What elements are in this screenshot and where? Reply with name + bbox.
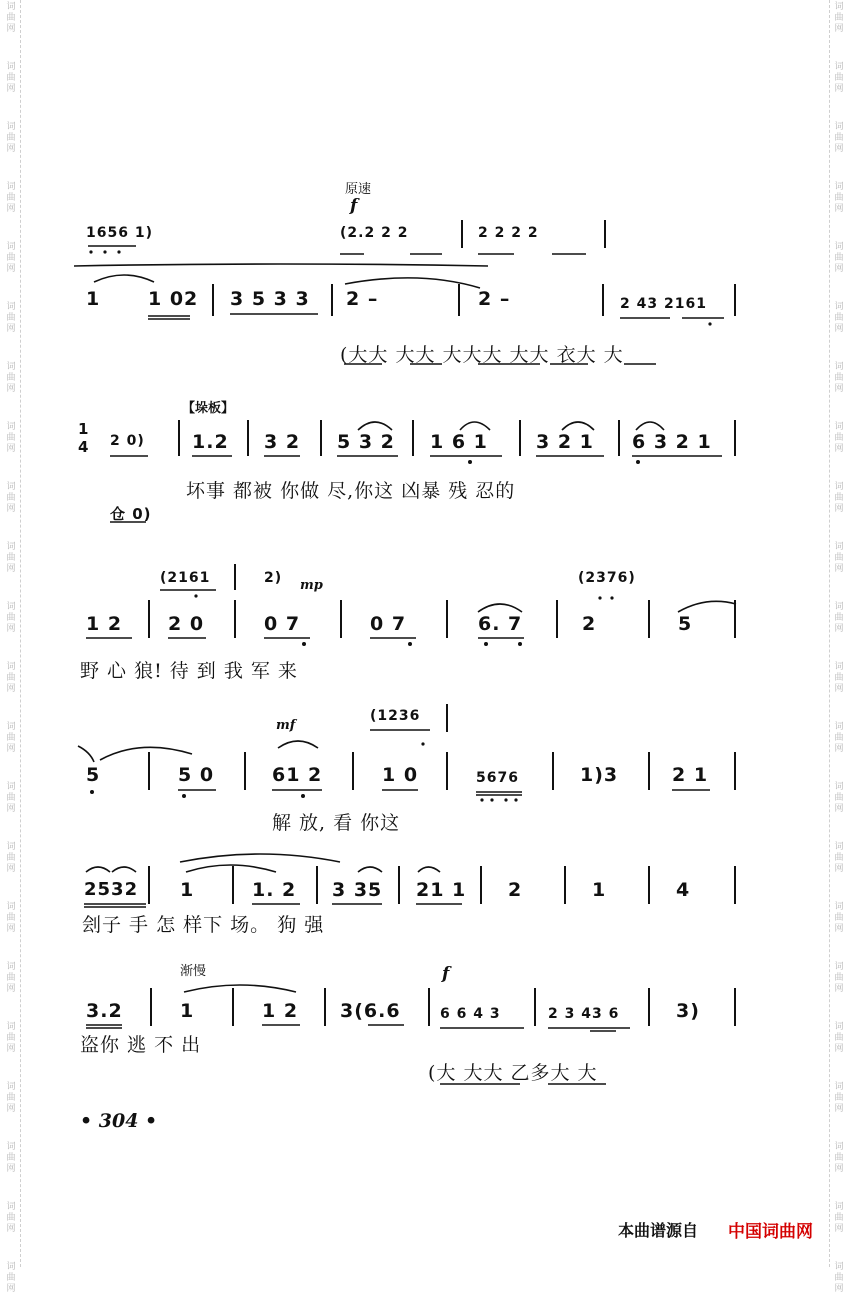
upper-notes: (2.2 2 2: [340, 225, 409, 241]
tempo-mark: 原速: [345, 182, 372, 197]
watermark-char: 网: [6, 1224, 16, 1234]
measure: 6 3 2 1: [632, 431, 712, 453]
watermark-char: 词: [834, 2, 844, 12]
barline: [648, 600, 650, 638]
watermark-char: 网: [834, 504, 844, 514]
watermark-char: 网: [6, 84, 16, 94]
watermark-char: 词: [834, 842, 844, 852]
watermark-char: 曲: [6, 193, 16, 203]
measure: 3 2 1: [536, 431, 594, 453]
measure: 3 2: [264, 431, 301, 453]
watermark-char: 网: [834, 324, 844, 334]
watermark-char: 词: [6, 722, 16, 732]
watermark-char: 词: [834, 1082, 844, 1092]
barline: [247, 420, 249, 456]
watermark-char: 网: [6, 1044, 16, 1054]
watermark-char: 网: [6, 924, 16, 934]
watermark-char: 词: [834, 722, 844, 732]
measure: 1: [592, 879, 607, 901]
barline: [534, 988, 536, 1026]
barline: [734, 420, 736, 456]
watermark-char: 词: [834, 542, 844, 552]
watermark-char: 曲: [834, 433, 844, 443]
percussion-line: (大大 大大 大大大 大大 衣大 大: [340, 344, 624, 366]
watermark-char: 网: [6, 1164, 16, 1174]
measure: 5676: [476, 770, 519, 786]
watermark-char: 曲: [6, 973, 16, 983]
watermark-char: 曲: [834, 553, 844, 563]
barline: [648, 752, 650, 790]
watermark-char: 词: [6, 1022, 16, 1032]
upper-notes: (2161: [160, 570, 211, 586]
section-label: 【垛板】: [182, 401, 235, 416]
watermark-char: 词: [6, 242, 16, 252]
watermark-char: 曲: [834, 673, 844, 683]
watermark-char: 曲: [6, 553, 16, 563]
barline: [458, 284, 460, 316]
watermark-char: 网: [6, 264, 16, 274]
barline: [148, 752, 150, 790]
measure: 5 0: [178, 764, 215, 786]
watermark-char: 网: [834, 444, 844, 454]
measure: 1 0: [382, 764, 419, 786]
measure: 2 0: [168, 613, 205, 635]
measure: 1. 2: [252, 879, 297, 901]
watermark-char: 网: [834, 144, 844, 154]
watermark-char: 网: [6, 624, 16, 634]
watermark-char: 网: [6, 444, 16, 454]
measure: 2 1: [672, 764, 709, 786]
watermark-char: 词: [6, 62, 16, 72]
notes: 2 –: [478, 288, 511, 310]
measure: 5 3 2: [337, 431, 395, 453]
watermark-char: 曲: [834, 1213, 844, 1223]
watermark-char: 网: [834, 384, 844, 394]
watermark-char: 网: [6, 504, 16, 514]
barline: [232, 866, 234, 904]
dynamic-mark: f: [350, 196, 358, 216]
watermark-char: 词: [6, 482, 16, 492]
watermark-char: 曲: [6, 1153, 16, 1163]
upper-notes: 1656 1): [86, 225, 153, 241]
watermark-char: 词: [834, 182, 844, 192]
barline: [734, 752, 736, 790]
measure: 5: [678, 613, 693, 635]
percussion-line: (大 大大 乙多大 大: [428, 1062, 598, 1084]
watermark-char: 网: [834, 924, 844, 934]
watermark-char: 词: [834, 962, 844, 972]
watermark-char: 曲: [834, 493, 844, 503]
dynamic-mark: f: [442, 964, 450, 984]
measure: 1 2: [262, 1000, 299, 1022]
measure: 5: [86, 764, 101, 786]
watermark-char: 曲: [6, 673, 16, 683]
watermark-char: 词: [6, 782, 16, 792]
watermark-char: 网: [834, 204, 844, 214]
watermark-char: 网: [834, 1044, 844, 1054]
watermark-char: 网: [6, 984, 16, 994]
measure: 4: [676, 879, 691, 901]
watermark-char: 曲: [6, 133, 16, 143]
watermark-char: 曲: [834, 1273, 844, 1283]
notes: 1 02: [148, 288, 199, 310]
barline: [556, 600, 558, 638]
watermark-char: 词: [834, 1262, 844, 1272]
watermark-char: 词: [6, 1202, 16, 1212]
watermark-char: 曲: [834, 193, 844, 203]
barline: [734, 866, 736, 904]
watermark-char: 词: [6, 542, 16, 552]
watermark-char: 曲: [6, 373, 16, 383]
watermark-char: 词: [834, 482, 844, 492]
notes: 2 43 2161: [620, 296, 707, 312]
watermark-char: 词: [834, 362, 844, 372]
measure: 6 6 4 3: [440, 1006, 501, 1022]
dynamic-mark: mp: [300, 578, 323, 593]
barline: [618, 420, 620, 456]
watermark-char: 网: [834, 264, 844, 274]
measure: 1.2: [192, 431, 229, 453]
watermark-char: 曲: [834, 973, 844, 983]
measure: 61 2: [272, 764, 323, 786]
barline: [324, 988, 326, 1026]
watermark-char: 曲: [6, 1093, 16, 1103]
barline: [648, 988, 650, 1026]
barline: [480, 866, 482, 904]
watermark-char: 网: [834, 1164, 844, 1174]
barline: [412, 420, 414, 456]
watermark-char: 词: [6, 602, 16, 612]
watermark-char: 曲: [834, 373, 844, 383]
lyrics-line: 盗你 逃 不 出: [80, 1034, 202, 1056]
watermark-char: 网: [834, 684, 844, 694]
barline: [398, 866, 400, 904]
watermark-char: 网: [6, 1104, 16, 1114]
watermark-char: 词: [834, 122, 844, 132]
watermark-char: 曲: [6, 1033, 16, 1043]
watermark-char: 网: [6, 1284, 16, 1294]
watermark-char: 词: [6, 902, 16, 912]
barline: [446, 704, 448, 732]
upper-notes: (2376): [578, 570, 636, 586]
watermark-char: 词: [6, 182, 16, 192]
watermark-char: 词: [6, 362, 16, 372]
barline: [648, 866, 650, 904]
lyrics-line: 刽子 手 怎 样下 场。 狗 强: [82, 914, 325, 936]
watermark-char: 曲: [6, 733, 16, 743]
barline: [352, 752, 354, 790]
measure: 6. 7: [478, 613, 523, 635]
watermark-char: 词: [6, 1262, 16, 1272]
watermark-char: 网: [6, 684, 16, 694]
barline: [564, 866, 566, 904]
barline: [234, 564, 236, 590]
watermark-char: 网: [834, 984, 844, 994]
watermark-char: 曲: [834, 613, 844, 623]
barline: [148, 600, 150, 638]
barline: [340, 600, 342, 638]
notes: 1: [86, 288, 101, 310]
watermark-char: 词: [834, 422, 844, 432]
barline: [234, 600, 236, 638]
watermark-char: 网: [6, 804, 16, 814]
barline: [734, 600, 736, 638]
left-watermark-column: [2, 0, 21, 1294]
time-signature-bottom: 4: [78, 438, 90, 456]
upper-notes: 2): [264, 570, 283, 586]
watermark-char: 词: [6, 842, 16, 852]
watermark-char: 网: [6, 864, 16, 874]
watermark-char: 网: [834, 1104, 844, 1114]
watermark-char: 网: [6, 384, 16, 394]
barline: [232, 988, 234, 1026]
watermark-char: 曲: [834, 853, 844, 863]
watermark-char: 曲: [834, 133, 844, 143]
watermark-char: 网: [6, 744, 16, 754]
barline: [446, 600, 448, 638]
barline: [178, 420, 180, 456]
measure: 2: [508, 879, 523, 901]
barline: [244, 752, 246, 790]
watermark-char: 词: [6, 662, 16, 672]
measure: 1 2: [86, 613, 123, 635]
barline: [212, 284, 214, 316]
watermark-char: 网: [6, 324, 16, 334]
watermark-char: 曲: [6, 13, 16, 23]
measure: 3): [676, 1000, 700, 1022]
watermark-char: 网: [834, 1284, 844, 1294]
measure: 2 3 43 6: [548, 1006, 620, 1022]
barline: [604, 220, 606, 248]
barline: [148, 866, 150, 904]
upper-notes: (1236: [370, 708, 421, 724]
lyrics-line: 解 放, 看 你这: [272, 812, 401, 834]
watermark-char: 词: [6, 2, 16, 12]
watermark-char: 网: [834, 24, 844, 34]
measure: 1 6 1: [430, 431, 488, 453]
watermark-char: 曲: [834, 733, 844, 743]
watermark-char: 词: [834, 302, 844, 312]
watermark-char: 曲: [834, 1093, 844, 1103]
notes: 2 0): [110, 433, 145, 449]
watermark-char: 曲: [6, 853, 16, 863]
watermark-char: 词: [834, 1022, 844, 1032]
watermark-char: 词: [6, 1082, 16, 1092]
upper-notes: 2 2 2 2: [478, 225, 539, 241]
lyrics-line: 坏事 都被 你做 尽,你这 凶暴 残 忍的: [186, 480, 516, 502]
tempo-mark: 渐慢: [180, 964, 207, 979]
barline: [150, 988, 152, 1026]
watermark-char: 曲: [834, 1033, 844, 1043]
measure: 1: [180, 1000, 195, 1022]
watermark-char: 词: [834, 602, 844, 612]
watermark-char: 曲: [6, 1213, 16, 1223]
time-signature-top: 1: [78, 420, 90, 438]
watermark-char: 网: [834, 804, 844, 814]
measure: 3.2: [86, 1000, 123, 1022]
measure: 1: [180, 879, 195, 901]
watermark-char: 词: [834, 1202, 844, 1212]
barline: [734, 284, 736, 316]
watermark-char: 词: [834, 662, 844, 672]
measure: 2: [582, 613, 597, 635]
footer-brand-link[interactable]: 中国词曲网: [728, 1222, 813, 1242]
barline: [320, 420, 322, 456]
watermark-char: 曲: [6, 1273, 16, 1283]
watermark-char: 曲: [6, 913, 16, 923]
watermark-char: 词: [834, 902, 844, 912]
measure: 0 7: [370, 613, 407, 635]
watermark-char: 网: [6, 204, 16, 214]
watermark-char: 词: [6, 122, 16, 132]
watermark-char: 网: [834, 564, 844, 574]
footer-source-text: 本曲谱源自: [618, 1221, 699, 1240]
watermark-char: 词: [834, 782, 844, 792]
watermark-char: 词: [6, 302, 16, 312]
watermark-char: 曲: [834, 73, 844, 83]
watermark-char: 词: [6, 422, 16, 432]
percussion-line: 仓 0): [110, 505, 152, 523]
watermark-char: 网: [834, 1224, 844, 1234]
barline: [316, 866, 318, 904]
watermark-char: 曲: [834, 913, 844, 923]
watermark-char: 网: [834, 864, 844, 874]
barline: [602, 284, 604, 316]
watermark-char: 网: [6, 564, 16, 574]
barline: [428, 988, 430, 1026]
watermark-char: 曲: [834, 793, 844, 803]
watermark-char: 网: [834, 624, 844, 634]
right-watermark-column: [829, 0, 848, 1294]
barline: [446, 752, 448, 790]
measure: 21 1: [416, 879, 467, 901]
watermark-char: 曲: [834, 1153, 844, 1163]
watermark-char: 词: [834, 242, 844, 252]
barline: [734, 988, 736, 1026]
watermark-char: 曲: [834, 253, 844, 263]
barline: [552, 752, 554, 790]
measure: 0 7: [264, 613, 301, 635]
barline: [519, 420, 521, 456]
notes: 2 –: [346, 288, 379, 310]
measure: 2532: [84, 879, 139, 900]
watermark-char: 词: [6, 962, 16, 972]
watermark-char: 网: [834, 744, 844, 754]
watermark-char: 曲: [6, 493, 16, 503]
watermark-char: 曲: [6, 613, 16, 623]
watermark-char: 网: [6, 24, 16, 34]
dynamic-mark: mf: [276, 718, 296, 733]
watermark-char: 曲: [834, 13, 844, 23]
measure: 1)3: [580, 764, 619, 786]
watermark-char: 曲: [6, 253, 16, 263]
watermark-char: 词: [6, 1142, 16, 1152]
watermark-char: 曲: [6, 313, 16, 323]
watermark-char: 曲: [834, 313, 844, 323]
watermark-char: 词: [834, 62, 844, 72]
lyrics-line: 野 心 狼! 待 到 我 军 来: [80, 660, 298, 682]
measure: 3 35: [332, 879, 383, 901]
measure: 3(6.6: [340, 1000, 401, 1022]
watermark-char: 网: [6, 144, 16, 154]
watermark-char: 词: [834, 1142, 844, 1152]
barline: [331, 284, 333, 316]
page-number: • 304 •: [80, 1110, 158, 1132]
watermark-char: 曲: [6, 793, 16, 803]
notes: 3 5 3 3: [230, 288, 310, 310]
watermark-char: 网: [834, 84, 844, 94]
watermark-char: 曲: [6, 433, 16, 443]
barline: [461, 220, 463, 248]
watermark-char: 曲: [6, 73, 16, 83]
